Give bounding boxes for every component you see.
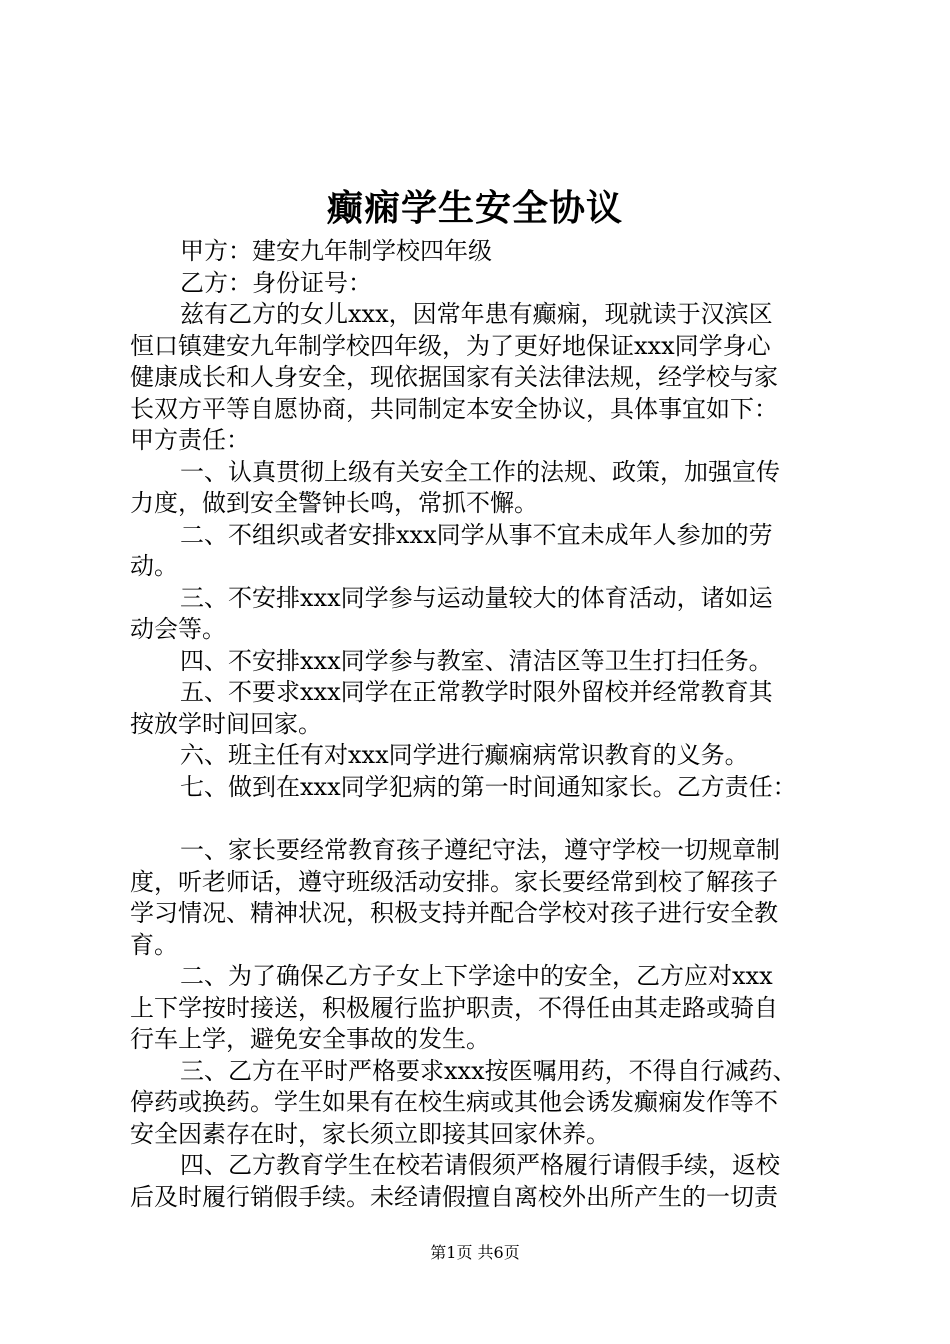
text-line: 停药或换药。学生如果有在校生病或其他会诱发癫痫发作等不 bbox=[130, 1088, 778, 1116]
text-line: 二、不组织或者安排xxx同学从事不宜未成年人参加的劳 bbox=[180, 520, 773, 549]
document-title: 癫痫学生安全协议 bbox=[326, 187, 623, 229]
text-line: 兹有乙方的女儿xxx，因常年患有癫痫，现就读于汉滨区 bbox=[180, 300, 773, 328]
text-line: 一、家长要经常教育孩子遵纪守法，遵守学校一切规章制 bbox=[180, 836, 780, 864]
document-body bbox=[130, 236, 834, 1213]
text-line: 动会等。 bbox=[130, 615, 226, 643]
text-line: 四、乙方教育学生在校若请假须严格履行请假手续，返校 bbox=[180, 1151, 780, 1179]
text-line: 六、班主任有对xxx同学进行癫痫病常识教育的义务。 bbox=[180, 741, 749, 769]
text-line: 一、认真贯彻上级有关安全工作的法规、政策，加强宣传 bbox=[180, 457, 780, 486]
text-line: 安全因素存在时，家长须立即接其回家休养。 bbox=[130, 1119, 610, 1148]
text-line: 甲方责任： bbox=[130, 426, 250, 454]
text-line: 七、做到在xxx同学犯病的第一时间通知家长。乙方责任： bbox=[180, 772, 797, 801]
text-line: 育。 bbox=[130, 930, 178, 959]
text-line: 学习情况、精神状况，积极支持并配合学校对孩子进行安全教 bbox=[130, 899, 778, 927]
text-line: 四、不安排xxx同学参与教室、清洁区等卫生打扫任务。 bbox=[180, 646, 773, 675]
text-line: 行车上学，避免安全事故的发生。 bbox=[130, 1025, 490, 1053]
blank-line bbox=[130, 803, 834, 835]
text-line: 三、不安排xxx同学参与运动量较大的体育活动，诸如运 bbox=[180, 583, 773, 612]
text-line: 乙方：身份证号： bbox=[180, 268, 372, 297]
page-footer: 第1页 共6页 bbox=[430, 1243, 520, 1262]
text-line: 二、为了确保乙方子女上下学途中的安全，乙方应对xxx bbox=[180, 962, 773, 990]
text-line: 甲方：建安九年制学校四年级 bbox=[180, 237, 492, 265]
text-line: 健康成长和人身安全，现依据国家有关法律法规，经学校与家 bbox=[130, 363, 778, 391]
text-line: 五、不要求xxx同学在正常教学时限外留校并经常教育其 bbox=[180, 678, 773, 706]
text-line: 按放学时间回家。 bbox=[130, 709, 322, 738]
text-line: 后及时履行销假手续。未经请假擅自离校外出所产生的一切责 bbox=[130, 1182, 778, 1211]
text-line: 恒口镇建安九年制学校四年级，为了更好地保证xxx同学身心 bbox=[130, 331, 771, 360]
text-line: 度，听老师话，遵守班级活动安排。家长要经常到校了解孩子 bbox=[130, 867, 778, 896]
text-line: 动。 bbox=[130, 552, 178, 580]
text-line: 上下学按时接送，积极履行监护职责，不得任由其走路或骑自 bbox=[130, 993, 778, 1022]
text-line: 三、乙方在平时严格要求xxx按医嘱用药，不得自行减药、 bbox=[180, 1056, 797, 1085]
text-line: 力度，做到安全警钟长鸣，常抓不懈。 bbox=[130, 489, 538, 517]
text-line: 长双方平等自愿协商，共同制定本安全协议，具体事宜如下： bbox=[130, 394, 778, 423]
